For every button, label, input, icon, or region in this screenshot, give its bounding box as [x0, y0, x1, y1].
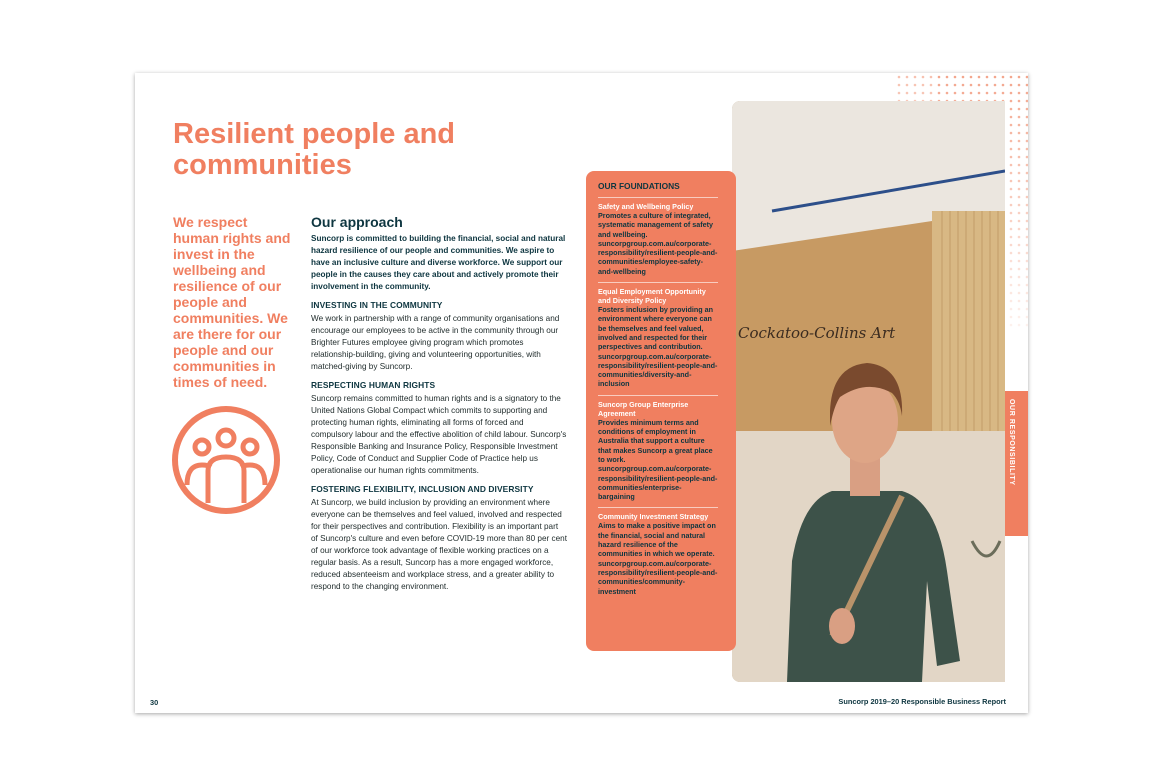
decorative-dot: [938, 92, 941, 95]
decorative-dot: [1010, 204, 1013, 207]
decorative-dot: [1010, 324, 1013, 327]
decorative-dot: [1026, 172, 1028, 175]
foundations-heading: OUR FOUNDATIONS: [598, 181, 680, 191]
decorative-dot: [1010, 76, 1013, 79]
decorative-dot: [1018, 276, 1021, 279]
decorative-dot: [970, 84, 973, 87]
decorative-dot: [962, 92, 965, 95]
decorative-dot: [1026, 84, 1028, 87]
decorative-dot: [986, 92, 989, 95]
foundation-title: Equal Employment Opportunity and Diversity Policy: [598, 287, 706, 306]
foundation-title: Safety and Wellbeing Policy: [598, 202, 694, 211]
decorative-dot: [1018, 140, 1021, 143]
decorative-dot: [1018, 308, 1021, 311]
decorative-dot: [1010, 260, 1013, 263]
decorative-dot: [1010, 308, 1013, 311]
decorative-dot: [1018, 244, 1021, 247]
side-tab-label: OUR RESPONSIBILITY: [1008, 399, 1015, 486]
decorative-dot: [1010, 132, 1013, 135]
page-number: 30: [150, 698, 159, 707]
foundation-text: Aims to make a positive impact on the financial, social and natural hazard resilience of the communities in which we operate. suncorpgroup.com.au/corporate-responsibility/resilient-people-and-communities/community-investment: [598, 521, 718, 596]
decorative-dot: [1010, 276, 1013, 279]
decorative-dot: [1026, 220, 1028, 223]
decorative-dot: [1018, 204, 1021, 207]
foundation-item: [598, 395, 718, 502]
decorative-dot: [1010, 84, 1013, 87]
decorative-dot: [1010, 172, 1013, 175]
decorative-dot: [1010, 300, 1013, 303]
decorative-dot: [1010, 284, 1013, 287]
decorative-dot: [1010, 244, 1013, 247]
decorative-dot: [1026, 180, 1028, 183]
decorative-dot: [914, 76, 917, 79]
decorative-dot: [994, 76, 997, 79]
decorative-dot: [1010, 116, 1013, 119]
decorative-dot: [1010, 92, 1013, 95]
decorative-dot: [1018, 252, 1021, 255]
community-people-icon: [171, 405, 281, 515]
decorative-dot: [1010, 180, 1013, 183]
foundation-title: Suncorp Group Enterprise Agreement: [598, 399, 689, 418]
decorative-dot: [1018, 76, 1021, 79]
decorative-dot: [970, 76, 973, 79]
decorative-dot: [1010, 212, 1013, 215]
decorative-dot: [986, 76, 989, 79]
decorative-dot: [1018, 220, 1021, 223]
report-page: [135, 73, 1028, 713]
foundation-item: [598, 197, 718, 276]
foundation-text: Fosters inclusion by providing an environment where everyone can be themselves and feel valued, involved and respected for their perspectives and contribution. suncorpgroup.com.au/corporate-responsibility/resilient-people-and-communities/diversity-and-inclusion: [598, 305, 718, 389]
decorative-dot: [1018, 132, 1021, 135]
decorative-dot: [1010, 140, 1013, 143]
decorative-dot: [994, 84, 997, 87]
intro-statement: We respect human rights and invest in the wellbeing and resilience of our people and communities. We are there for our people and our communities in times of need.: [173, 214, 291, 390]
decorative-dot: [1018, 260, 1021, 263]
decorative-dot: [930, 92, 933, 95]
decorative-dot: [1018, 300, 1021, 303]
decorative-dot: [1018, 108, 1021, 111]
decorative-dot: [1026, 132, 1028, 135]
decorative-dot: [1026, 140, 1028, 143]
decorative-dot: [1002, 76, 1005, 79]
decorative-dot: [1018, 92, 1021, 95]
decorative-dot: [1026, 244, 1028, 247]
decorative-dot: [1026, 100, 1028, 103]
section-text-human-rights: Suncorp remains committed to human rights and is a signatory to the United Nations Global Compact which commits to supporting and protecting human rights, eliminating all forms of forced and compulsory labour and the effective abolition of child labour. Suncorp's Responsible Banking and Insurance Policy, Responsible Investment Policy, Code of Conduct and Supplier Code of Practice help us operationalise our human rights commitments.: [311, 394, 567, 475]
decorative-dot: [1026, 292, 1028, 295]
decorative-dot: [1018, 164, 1021, 167]
decorative-dot: [1010, 188, 1013, 191]
decorative-dot: [1010, 156, 1013, 159]
section-text-community: We work in partnership with a range of community organisations and encourage our employees to be active in the community through our Brighter Futures employee giving program which promotes relationship-building, giving and volunteering opportunities, with matched-giving by Suncorp.: [311, 314, 560, 371]
foundation-title: Community Investment Strategy: [598, 512, 709, 522]
decorative-dot: [1026, 124, 1028, 127]
decorative-dot: [1010, 100, 1013, 103]
decorative-dot: [978, 84, 981, 87]
decorative-dot: [1018, 324, 1021, 327]
section-text-diversity: At Suncorp, we build inclusion by providing an environment where everyone can be themselves and feel valued, involved and respected for their perspectives and contribution. Flexibility is an important part of Suncorp's culture and even before COVID-19 more than 80 per cent of our workforce took advantage of flexible working practices on a regular basis. As a result, Suncorp has a more engaged workforce, reduced absenteeism and workplace stress, and a greater ability to respond to the changing environment.: [311, 498, 567, 591]
decorative-dot: [1002, 84, 1005, 87]
decorative-dot: [1026, 276, 1028, 279]
foundation-text: Promotes a culture of integrated, systematic management of safety and wellbeing. suncorpgroup.com.au/corporate-responsibility/resilient-people-and-communities/employee-safety-and-wellbeing: [598, 211, 718, 276]
decorative-dot: [978, 92, 981, 95]
decorative-dot: [1018, 292, 1021, 295]
decorative-dot: [1026, 92, 1028, 95]
decorative-dot: [946, 84, 949, 87]
decorative-dot: [1018, 228, 1021, 231]
decorative-dot: [1026, 308, 1028, 311]
decorative-dot: [922, 76, 925, 79]
decorative-dot: [1026, 188, 1028, 191]
decorative-dot: [994, 92, 997, 95]
decorative-dot: [1026, 324, 1028, 327]
decorative-dot: [962, 84, 965, 87]
decorative-dot: [922, 84, 925, 87]
decorative-dot: [914, 84, 917, 87]
decorative-dot: [946, 76, 949, 79]
decorative-dot: [906, 92, 909, 95]
decorative-dot: [1010, 108, 1013, 111]
decorative-dot: [898, 76, 901, 79]
decorative-dot: [930, 76, 933, 79]
decorative-dot: [1018, 188, 1021, 191]
decorative-dot: [1002, 92, 1005, 95]
decorative-dot: [1026, 260, 1028, 263]
section-side-tab: [1005, 391, 1028, 536]
section-heading-human-rights: RESPECTING HUMAN RIGHTS: [311, 380, 436, 390]
decorative-dot: [906, 84, 909, 87]
decorative-dot: [1026, 300, 1028, 303]
decorative-dot: [1026, 108, 1028, 111]
decorative-dot: [1026, 284, 1028, 287]
decorative-dot: [1010, 292, 1013, 295]
decorative-dot: [1018, 196, 1021, 199]
decorative-dot: [1026, 212, 1028, 215]
foundation-item: [598, 507, 718, 595]
decorative-dot: [962, 76, 965, 79]
approach-column: [311, 214, 567, 593]
decorative-dot: [1026, 204, 1028, 207]
decorative-dot: [1018, 156, 1021, 159]
decorative-dot: [1010, 148, 1013, 151]
decorative-dot: [1018, 316, 1021, 319]
decorative-dot: [938, 76, 941, 79]
decorative-dot: [1026, 268, 1028, 271]
decorative-dot: [1010, 196, 1013, 199]
decorative-dot: [1010, 220, 1013, 223]
foundation-item: [598, 282, 718, 389]
decorative-dot: [1010, 124, 1013, 127]
decorative-dot: [1026, 252, 1028, 255]
decorative-dot: [930, 84, 933, 87]
section-heading-community: INVESTING IN THE COMMUNITY: [311, 300, 443, 310]
decorative-dot: [1010, 316, 1013, 319]
portrait-photo: [732, 101, 1005, 682]
decorative-dot: [954, 92, 957, 95]
decorative-dot: [1026, 196, 1028, 199]
decorative-dot: [1010, 164, 1013, 167]
decorative-dot: [1018, 100, 1021, 103]
decorative-dot: [1018, 148, 1021, 151]
decorative-dot: [978, 76, 981, 79]
decorative-dot: [1018, 180, 1021, 183]
decorative-dot: [1026, 236, 1028, 239]
decorative-dot: [898, 92, 901, 95]
page-title: Resilient people and communities: [173, 118, 455, 181]
decorative-dot: [970, 92, 973, 95]
decorative-dot: [1026, 116, 1028, 119]
foundation-text: Provides minimum terms and conditions of employment in Australia that support a culture that makes Suncorp a great place to work. suncorpgroup.com.au/corporate-responsibility/resilient-people-and-communities/enterprise-bargaining: [598, 417, 718, 502]
approach-lead: Suncorp is committed to building the financial, social and natural hazard resilience of our people and communities. We aspire to have an inclusive culture and diverse workforce. We support our people in the causes they care about and actively promote their involvement in the community.: [311, 234, 566, 291]
decorative-dot: [1010, 228, 1013, 231]
decorative-dot: [1018, 236, 1021, 239]
decorative-dot: [922, 92, 925, 95]
decorative-dot: [1018, 212, 1021, 215]
decorative-dot: [1010, 252, 1013, 255]
decorative-dot: [914, 92, 917, 95]
decorative-dot: [946, 92, 949, 95]
decorative-dot: [1018, 172, 1021, 175]
decorative-dot: [1018, 268, 1021, 271]
decorative-dot: [954, 84, 957, 87]
decorative-dot: [986, 84, 989, 87]
section-heading-diversity: FOSTERING FLEXIBILITY, INCLUSION AND DIVERSITY: [311, 484, 534, 494]
decorative-dot: [938, 84, 941, 87]
decorative-dot: [906, 76, 909, 79]
decorative-dot: [1010, 268, 1013, 271]
decorative-dot: [1026, 316, 1028, 319]
decorative-dot: [1026, 156, 1028, 159]
decorative-dot: [954, 76, 957, 79]
photo-sign-text: Cockatoo-Collins Art: [738, 324, 896, 342]
decorative-dot: [1026, 76, 1028, 79]
decorative-dot: [1018, 116, 1021, 119]
approach-heading: Our approach: [311, 214, 403, 230]
decorative-dot: [1026, 148, 1028, 151]
decorative-dot: [1010, 236, 1013, 239]
decorative-dot: [1026, 164, 1028, 167]
decorative-dot: [1018, 124, 1021, 127]
foundations-panel: [586, 171, 736, 651]
decorative-dot: [1018, 84, 1021, 87]
decorative-dot: [898, 84, 901, 87]
report-name: Suncorp 2019–20 Responsible Business Report: [838, 697, 1006, 706]
decorative-dot: [1018, 284, 1021, 287]
decorative-dot: [1026, 228, 1028, 231]
